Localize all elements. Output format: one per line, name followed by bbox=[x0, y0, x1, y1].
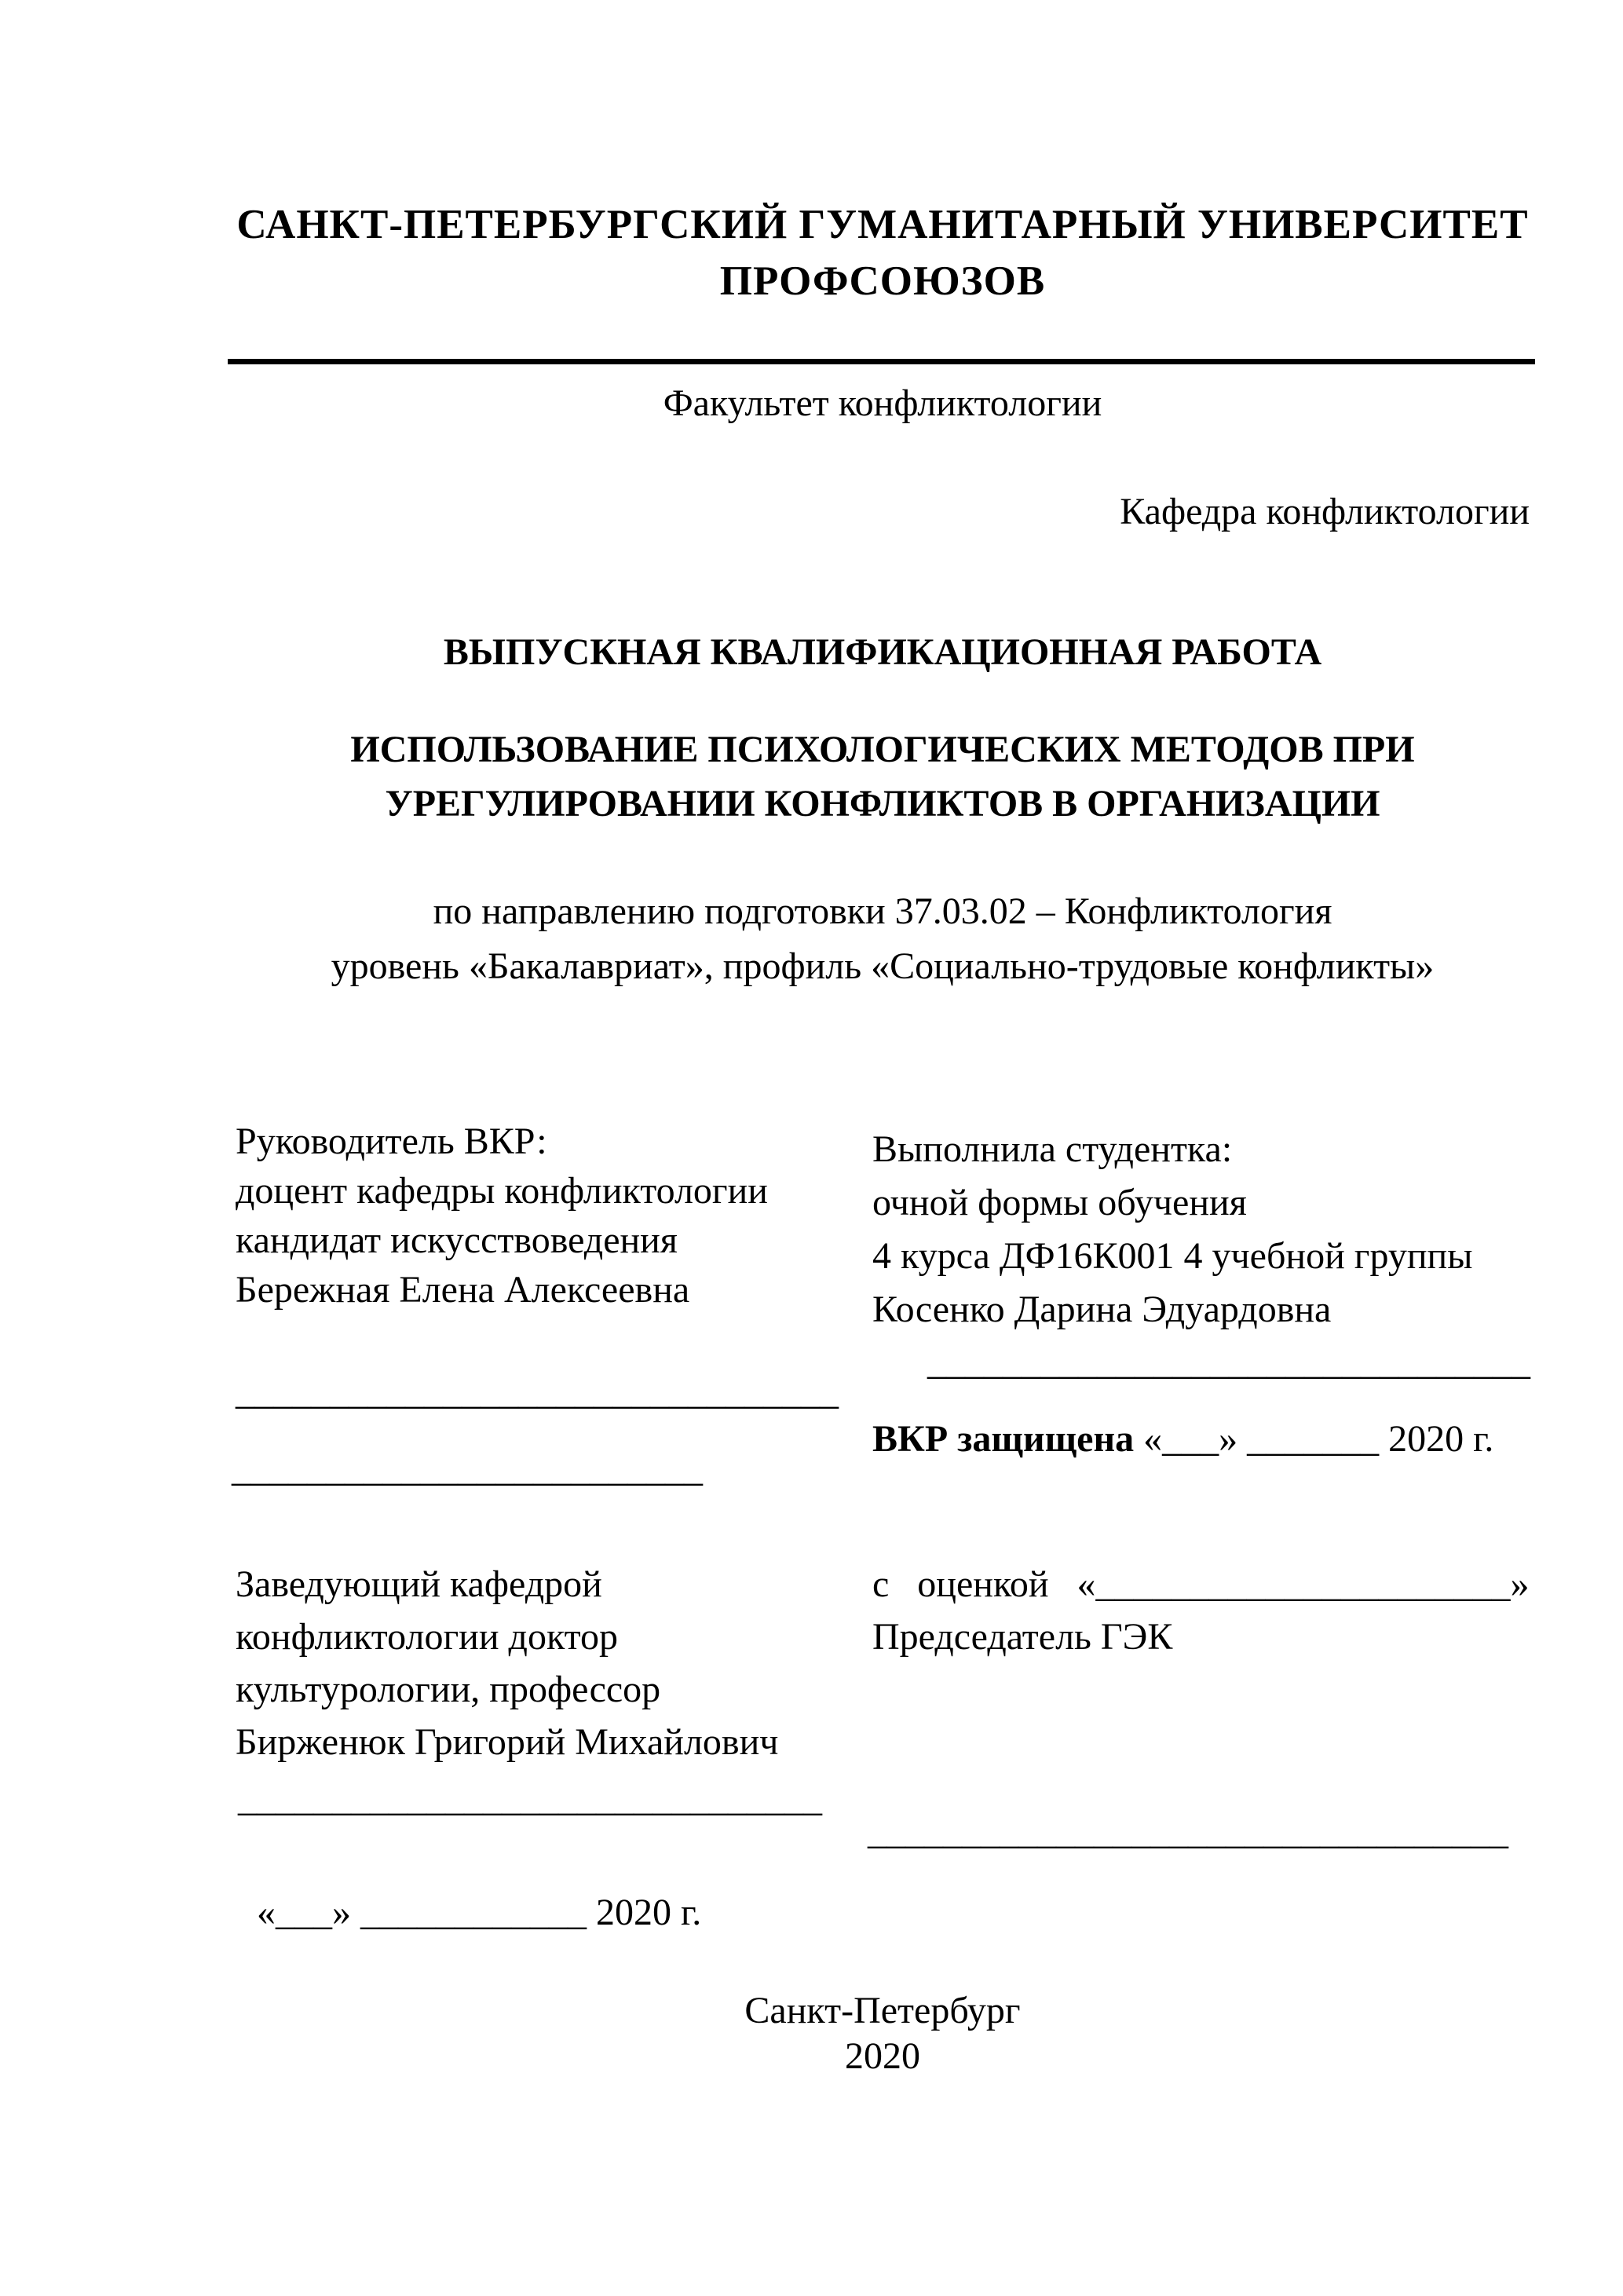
head-signature-line: _______________________________ bbox=[238, 1778, 822, 1819]
supervisor-degree: кандидат искусствоведения bbox=[236, 1219, 678, 1261]
grade-line: с оценкой «______________________» bbox=[872, 1563, 1530, 1605]
university-name-line1: САНКТ-ПЕТЕРБУРГСКИЙ ГУМАНИТАРНЫЙ УНИВЕРСИТЕТ bbox=[236, 202, 1529, 247]
head-line2: конфликтологии доктор bbox=[236, 1616, 618, 1658]
level-profile-line: уровень «Бакалавриат», профиль «Социально-трудовые конфликты» bbox=[331, 945, 1435, 987]
head-of-department-block bbox=[236, 1558, 840, 1768]
year-label: 2020 bbox=[845, 2035, 920, 2077]
student-group: 4 курса ДФ16К001 4 учебной группы bbox=[872, 1235, 1473, 1277]
chairman-label: Председатель ГЭК bbox=[872, 1616, 1173, 1658]
head-line1: Заведующий кафедрой bbox=[236, 1563, 602, 1605]
thesis-title bbox=[236, 722, 1530, 831]
student-label: Выполнила студентка: bbox=[872, 1128, 1233, 1170]
department-name: Кафедра конфликтологии bbox=[1120, 491, 1530, 532]
header-divider-rule bbox=[228, 359, 1535, 364]
supervisor-label: Руководитель ВКР: bbox=[236, 1121, 547, 1162]
university-name-line2: ПРОФСОЮЗОВ bbox=[719, 258, 1046, 304]
chairman-signature-line: __________________________________ bbox=[868, 1811, 1508, 1852]
faculty-name: Факультет конфликтологии bbox=[663, 382, 1102, 424]
head-name: Бирженюк Григорий Михайлович bbox=[236, 1721, 779, 1763]
supervisor-signature-line: ________________________________ bbox=[236, 1371, 839, 1413]
supervisor-position: доцент кафедры конфликтологии bbox=[236, 1170, 768, 1212]
head-line3: культурологии, профессор bbox=[236, 1669, 661, 1710]
student-block bbox=[872, 1123, 1555, 1336]
city-year-block bbox=[236, 1988, 1530, 2079]
student-study-form: очной формы обучения bbox=[872, 1182, 1247, 1223]
defense-date-line bbox=[872, 1413, 1493, 1465]
supervisor-date-line: _________________________ bbox=[232, 1448, 703, 1490]
work-type-heading: ВЫПУСКНАЯ КВАЛИФИКАЦИОННАЯ РАБОТА bbox=[443, 631, 1322, 673]
thesis-title-line2: УРЕГУЛИРОВАНИИ КОНФЛИКТОВ В ОРГАНИЗАЦИИ bbox=[385, 783, 1380, 824]
defense-date-blank: «___» _______ 2020 г. bbox=[1134, 1418, 1494, 1460]
student-signature-line: ________________________________ bbox=[927, 1341, 1530, 1383]
supervisor-block bbox=[236, 1117, 840, 1314]
university-name bbox=[236, 196, 1530, 309]
student-name: Косенко Дарина Эдуардовна bbox=[872, 1289, 1332, 1330]
supervisor-name: Бережная Елена Алексеевна bbox=[236, 1269, 690, 1311]
head-date-line: «___» ____________ 2020 г. bbox=[257, 1892, 702, 1933]
defense-date-label: ВКР защищена bbox=[872, 1418, 1135, 1460]
thesis-title-line1: ИСПОЛЬЗОВАНИЕ ПСИХОЛОГИЧЕСКИХ МЕТОДОВ ПРИ bbox=[350, 729, 1415, 770]
city-name: Санкт-Петербург bbox=[744, 1990, 1021, 2031]
program-line: по направлению подготовки 37.03.02 – Конфликтология bbox=[433, 890, 1332, 932]
